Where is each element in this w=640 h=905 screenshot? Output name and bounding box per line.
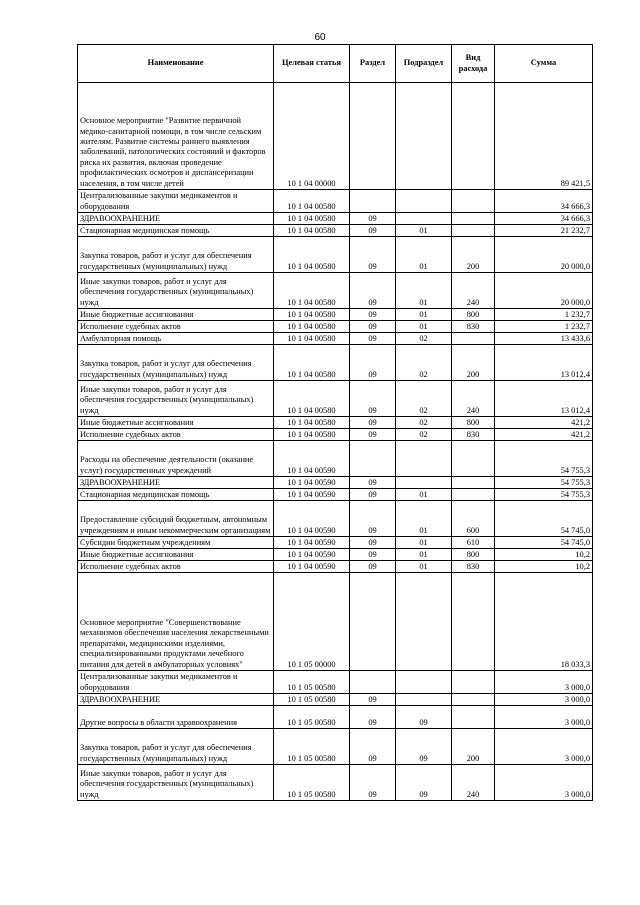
table-row xyxy=(78,237,593,273)
row-sum: 20 000,0 xyxy=(495,273,593,309)
row-target: 10 1 05 00000 xyxy=(274,573,350,671)
row-section: 09 xyxy=(350,765,396,801)
row-section: 09 xyxy=(350,225,396,237)
row-name: Основное мероприятие "Развитие первичной медико-санитарной помощи, в том числе сельским жителям. Развитие системы раннего выявления заболеваний, патологических состояний и факторов риска их развития, включая проведение профилактических осмотров и диспансеризации населения, в том числе детей xyxy=(78,83,274,190)
row-target: 10 1 04 00580 xyxy=(274,417,350,429)
table-header-row xyxy=(78,45,593,83)
row-type xyxy=(452,441,495,477)
row-sum: 10,2 xyxy=(495,549,593,561)
row-subsection: 01 xyxy=(396,237,452,273)
row-type xyxy=(452,213,495,225)
row-target: 10 1 04 00580 xyxy=(274,213,350,225)
row-sum: 20 000,0 xyxy=(495,237,593,273)
row-name: Основное мероприятие "Совершенствование механизмов обеспечения населения лекарственными препаратами, медицинскими изделиями, специализированными продуктами лечебного питания для детей в амбулаторных условиях" xyxy=(78,573,274,671)
row-name: Стационарная медицинская помощь xyxy=(78,225,274,237)
row-section: 09 xyxy=(350,273,396,309)
row-sum: 13 012,4 xyxy=(495,381,593,417)
row-sum: 34 666,3 xyxy=(495,213,593,225)
row-target: 10 1 04 00580 xyxy=(274,225,350,237)
row-target: 10 1 04 00580 xyxy=(274,237,350,273)
row-sum: 34 666,3 xyxy=(495,190,593,213)
row-section xyxy=(350,190,396,213)
row-section: 09 xyxy=(350,477,396,489)
row-section xyxy=(350,573,396,671)
row-target: 10 1 04 00580 xyxy=(274,333,350,345)
row-type xyxy=(452,489,495,501)
row-target: 10 1 04 00580 xyxy=(274,381,350,417)
row-subsection: 01 xyxy=(396,537,452,549)
row-section: 09 xyxy=(350,706,396,729)
table-row xyxy=(78,477,593,489)
row-subsection: 01 xyxy=(396,489,452,501)
row-subsection: 01 xyxy=(396,561,452,573)
row-subsection: 01 xyxy=(396,549,452,561)
row-subsection: 02 xyxy=(396,417,452,429)
row-subsection xyxy=(396,573,452,671)
row-subsection: 01 xyxy=(396,501,452,537)
table-row xyxy=(78,213,593,225)
row-name: Субсидии бюджетным учреждениям xyxy=(78,537,274,549)
table-row xyxy=(78,765,593,801)
row-type: 610 xyxy=(452,537,495,549)
row-name: Расходы на обеспечение деятельности (оказание услуг) государственных учреждений xyxy=(78,441,274,477)
row-name: Исполнение судебных актов xyxy=(78,429,274,441)
page-number: 60 xyxy=(314,32,326,43)
row-section: 09 xyxy=(350,549,396,561)
row-type: 200 xyxy=(452,345,495,381)
row-name: ЗДРАВООХРАНЕНИЕ xyxy=(78,694,274,706)
row-sum: 3 000,0 xyxy=(495,729,593,765)
row-target: 10 1 04 00590 xyxy=(274,537,350,549)
column-header-sum: Сумма xyxy=(495,45,593,83)
row-target: 10 1 05 00580 xyxy=(274,671,350,694)
row-section: 09 xyxy=(350,333,396,345)
row-target: 10 1 04 00590 xyxy=(274,561,350,573)
row-section: 09 xyxy=(350,417,396,429)
row-name: ЗДРАВООХРАНЕНИЕ xyxy=(78,477,274,489)
table-row xyxy=(78,561,593,573)
row-name: Централизованные закупки медикаментов и оборудования xyxy=(78,190,274,213)
row-sum: 1 232,7 xyxy=(495,321,593,333)
row-sum: 18 033,3 xyxy=(495,573,593,671)
row-section: 09 xyxy=(350,429,396,441)
row-subsection: 02 xyxy=(396,381,452,417)
column-header-type: Вид расхода xyxy=(452,45,495,83)
row-sum: 54 755,3 xyxy=(495,489,593,501)
row-name: Закупка товаров, работ и услуг для обеспечения государственных (муниципальных) нужд xyxy=(78,729,274,765)
table-row xyxy=(78,225,593,237)
row-section: 09 xyxy=(350,237,396,273)
row-sum: 54 755,3 xyxy=(495,441,593,477)
row-subsection: 01 xyxy=(396,273,452,309)
row-type xyxy=(452,477,495,489)
row-section: 09 xyxy=(350,537,396,549)
row-subsection xyxy=(396,441,452,477)
row-subsection xyxy=(396,671,452,694)
table-row xyxy=(78,537,593,549)
row-target: 10 1 04 00590 xyxy=(274,501,350,537)
row-type xyxy=(452,225,495,237)
table-row xyxy=(78,671,593,694)
row-name: Закупка товаров, работ и услуг для обеспечения государственных (муниципальных) нужд xyxy=(78,345,274,381)
row-target: 10 1 04 00590 xyxy=(274,549,350,561)
row-subsection: 09 xyxy=(396,765,452,801)
row-type: 240 xyxy=(452,381,495,417)
row-target: 10 1 05 00580 xyxy=(274,765,350,801)
row-name: Иные бюджетные ассигнования xyxy=(78,417,274,429)
row-type: 800 xyxy=(452,309,495,321)
row-section: 09 xyxy=(350,561,396,573)
row-name: Другие вопросы в области здравоохранения xyxy=(78,706,274,729)
row-name: Иные закупки товаров, работ и услуг для обеспечения государственных (муниципальных) нужд xyxy=(78,273,274,309)
row-subsection: 09 xyxy=(396,729,452,765)
row-subsection xyxy=(396,190,452,213)
row-subsection: 01 xyxy=(396,225,452,237)
row-name: Иные закупки товаров, работ и услуг для обеспечения государственных (муниципальных) нужд xyxy=(78,381,274,417)
row-subsection: 02 xyxy=(396,429,452,441)
row-target: 10 1 04 00000 xyxy=(274,83,350,190)
row-sum: 54 755,3 xyxy=(495,477,593,489)
table-row xyxy=(78,549,593,561)
row-section: 09 xyxy=(350,309,396,321)
row-target: 10 1 04 00580 xyxy=(274,190,350,213)
row-section: 09 xyxy=(350,345,396,381)
row-target: 10 1 04 00590 xyxy=(274,489,350,501)
row-section: 09 xyxy=(350,489,396,501)
column-header-target: Целевая статья xyxy=(274,45,350,83)
row-type: 800 xyxy=(452,549,495,561)
row-name: Амбулаторная помощь xyxy=(78,333,274,345)
row-name: Иные бюджетные ассигнования xyxy=(78,309,274,321)
budget-table xyxy=(77,44,593,801)
row-sum: 3 000,0 xyxy=(495,694,593,706)
table-row xyxy=(78,333,593,345)
row-target: 10 1 04 00590 xyxy=(274,477,350,489)
table-row xyxy=(78,441,593,477)
row-sum: 13 012,4 xyxy=(495,345,593,381)
table-row xyxy=(78,417,593,429)
row-section: 09 xyxy=(350,729,396,765)
table-body xyxy=(78,83,593,801)
row-name: Предоставление субсидий бюджетным, автономным учреждениям и иным некоммерческим организациям xyxy=(78,501,274,537)
row-name: Стационарная медицинская помощь xyxy=(78,489,274,501)
table-row xyxy=(78,309,593,321)
column-header-section: Раздел xyxy=(350,45,396,83)
row-type: 200 xyxy=(452,729,495,765)
row-type xyxy=(452,694,495,706)
row-section: 09 xyxy=(350,213,396,225)
row-type: 830 xyxy=(452,561,495,573)
row-sum: 1 232,7 xyxy=(495,309,593,321)
row-sum: 3 000,0 xyxy=(495,671,593,694)
row-sum: 54 745,0 xyxy=(495,537,593,549)
row-type xyxy=(452,706,495,729)
row-section xyxy=(350,441,396,477)
row-type: 830 xyxy=(452,321,495,333)
row-target: 10 1 04 00590 xyxy=(274,441,350,477)
row-sum: 421,2 xyxy=(495,429,593,441)
row-type: 240 xyxy=(452,273,495,309)
row-target: 10 1 04 00580 xyxy=(274,273,350,309)
table-row xyxy=(78,321,593,333)
table-row xyxy=(78,729,593,765)
row-type: 200 xyxy=(452,237,495,273)
row-type: 830 xyxy=(452,429,495,441)
row-target: 10 1 04 00580 xyxy=(274,429,350,441)
column-header-subsection: Подраздел xyxy=(396,45,452,83)
table-row xyxy=(78,501,593,537)
row-sum: 3 000,0 xyxy=(495,706,593,729)
table-row xyxy=(78,190,593,213)
row-subsection: 09 xyxy=(396,706,452,729)
row-name: Исполнение судебных актов xyxy=(78,321,274,333)
table-row xyxy=(78,345,593,381)
row-subsection xyxy=(396,83,452,190)
row-section: 09 xyxy=(350,321,396,333)
row-target: 10 1 04 00580 xyxy=(274,309,350,321)
table-row xyxy=(78,706,593,729)
row-name: Иные закупки товаров, работ и услуг для обеспечения государственных (муниципальных) нужд xyxy=(78,765,274,801)
row-sum: 89 421,5 xyxy=(495,83,593,190)
row-type xyxy=(452,190,495,213)
row-sum: 54 745,0 xyxy=(495,501,593,537)
row-name: Закупка товаров, работ и услуг для обеспечения государственных (муниципальных) нужд xyxy=(78,237,274,273)
row-subsection xyxy=(396,477,452,489)
row-type: 600 xyxy=(452,501,495,537)
table-row xyxy=(78,694,593,706)
row-sum: 13 433,6 xyxy=(495,333,593,345)
row-target: 10 1 05 00580 xyxy=(274,706,350,729)
row-name: ЗДРАВООХРАНЕНИЕ xyxy=(78,213,274,225)
row-section: 09 xyxy=(350,501,396,537)
row-section xyxy=(350,83,396,190)
row-name: Исполнение судебных актов xyxy=(78,561,274,573)
row-type xyxy=(452,83,495,190)
row-target: 10 1 04 00580 xyxy=(274,345,350,381)
row-name: Иные бюджетные ассигнования xyxy=(78,549,274,561)
table-row xyxy=(78,429,593,441)
table-row xyxy=(78,83,593,190)
row-target: 10 1 05 00580 xyxy=(274,729,350,765)
row-type: 800 xyxy=(452,417,495,429)
row-name: Централизованные закупки медикаментов и оборудования xyxy=(78,671,274,694)
row-type xyxy=(452,333,495,345)
row-sum: 10,2 xyxy=(495,561,593,573)
row-type xyxy=(452,573,495,671)
row-subsection: 02 xyxy=(396,333,452,345)
column-header-name: Наименование xyxy=(78,45,274,83)
row-type: 240 xyxy=(452,765,495,801)
row-section xyxy=(350,671,396,694)
table-row xyxy=(78,273,593,309)
table-row xyxy=(78,381,593,417)
row-target: 10 1 05 00580 xyxy=(274,694,350,706)
row-subsection xyxy=(396,694,452,706)
row-sum: 21 232,7 xyxy=(495,225,593,237)
row-target: 10 1 04 00580 xyxy=(274,321,350,333)
row-subsection xyxy=(396,213,452,225)
table-row xyxy=(78,489,593,501)
row-subsection: 01 xyxy=(396,309,452,321)
row-subsection: 02 xyxy=(396,345,452,381)
row-sum: 3 000,0 xyxy=(495,765,593,801)
table-row xyxy=(78,573,593,671)
row-section: 09 xyxy=(350,694,396,706)
row-sum: 421,2 xyxy=(495,417,593,429)
row-subsection: 01 xyxy=(396,321,452,333)
row-type xyxy=(452,671,495,694)
row-section: 09 xyxy=(350,381,396,417)
